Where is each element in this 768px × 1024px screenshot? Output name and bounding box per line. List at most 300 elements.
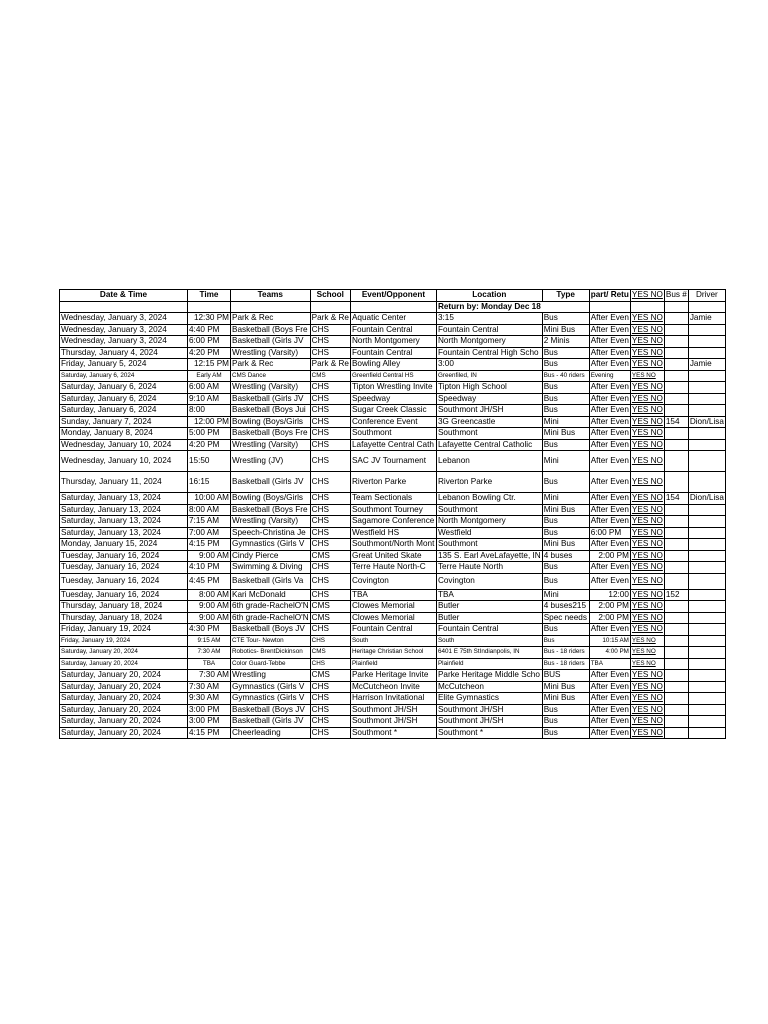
location-cell: Fountain Central High Scho [436,347,542,359]
location-cell: Southmont JH/SH [436,405,542,417]
team-cell: Basketball (Boys Fre [231,428,311,440]
time-cell: 4:15 PM [188,539,231,551]
bus-number-cell [664,428,688,440]
depart-return-cell: 6:00 PM [589,527,630,539]
team-cell: Park & Rec [231,313,311,325]
event-cell: Southmont JH/SH [350,716,436,728]
table-row [60,493,726,505]
school-cell: CMS [310,612,350,624]
date-cell: Friday, January 19, 2024 [60,635,188,647]
type-cell: 2 Minis [542,336,589,348]
table-row [60,527,726,539]
school-cell: CHS [310,658,350,670]
event-cell: Southmont [350,428,436,440]
team-cell: Kari McDonald [231,589,311,601]
yes-no-cell: YES NO [630,635,664,647]
bus-number-cell [664,573,688,589]
bus-number-cell [664,527,688,539]
time-cell: 3:00 PM [188,716,231,728]
team-cell: Cheerleading [231,727,311,739]
time-cell: 9:10 AM [188,393,231,405]
school-cell: CHS [310,539,350,551]
yes-no-cell: YES NO [631,382,663,392]
bus-number-cell [664,405,688,417]
bus-number-cell: 152 [664,589,688,601]
time-cell: 7:30 AM [188,647,231,659]
type-cell: Mini Bus [542,693,589,705]
depart-return-cell: After Even [590,716,629,726]
location-cell: Southmont [436,428,542,440]
depart-return-cell: After Even [590,324,629,334]
yes-no-cell: YES NO [631,347,663,357]
location-cell: Southmont JH/SH [436,716,542,728]
type-cell: Mini [542,416,589,428]
table-row [60,716,726,728]
location-cell: Fountain Central [436,624,542,636]
date-cell: Wednesday, January 10, 2024 [60,451,188,472]
school-cell: CHS [310,624,350,636]
event-cell: TBA [350,589,436,601]
yes-no-cell: YES NO [631,716,663,726]
type-cell: 4 buses215 [542,601,589,613]
header-location: Location [436,290,542,302]
type-cell: Bus [542,405,589,417]
location-cell: Fountain Central [436,324,542,336]
team-cell: Wrestling (Varsity) [231,439,311,451]
table-row [60,439,726,451]
driver-cell [688,382,725,394]
driver-cell [688,635,725,647]
yes-no-cell: YES NO [631,704,663,714]
yes-no-cell: YES NO [631,313,663,323]
depart-return-cell: After Even [590,428,629,438]
depart-return-cell: After Even [590,562,629,572]
event-cell: Greenfield Central HS [350,370,436,382]
table-row [60,704,726,716]
school-cell: CHS [310,589,350,601]
event-cell: Harrison Invitational [350,693,436,705]
school-cell: CHS [310,504,350,516]
table-row [60,670,726,682]
driver-cell: Dion/Lisa [689,493,724,503]
yes-no-cell: YES NO [631,727,663,737]
school-cell: CHS [310,704,350,716]
school-cell: CHS [310,681,350,693]
date-cell: Tuesday, January 16, 2024 [60,562,188,574]
school-cell: CMS [310,601,350,613]
time-cell: 4:15 PM [188,727,231,739]
header-type: Type [542,290,589,302]
type-cell: Bus [542,382,589,394]
team-cell: Gymnastics (Girls V [231,693,311,705]
event-cell: Sugar Creek Classic [350,405,436,417]
bus-number-cell [664,624,688,636]
depart-return-cell: After Even [589,573,630,589]
yes-no-cell: YES NO [631,516,663,526]
school-cell: CHS [310,472,350,493]
yes-no-cell: YES NO [631,359,663,369]
type-cell: Bus [542,347,589,359]
table-row [60,658,726,670]
location-cell: Butler [436,612,542,624]
yes-no-cell: YES NO [631,612,663,622]
event-cell: Fountain Central [350,324,436,336]
event-cell: South [350,635,436,647]
team-cell: Robotics- BrentDickinson [231,647,311,659]
header-time: Time [188,290,231,302]
driver-cell [688,573,725,589]
team-cell: Color Guard-Tebbe [231,658,311,670]
date-cell: Monday, January 8, 2024 [60,428,188,440]
time-cell: Early AM [188,370,231,382]
team-cell: Basketball (Girls JV [231,336,311,348]
table-row [60,635,726,647]
school-cell: CMS [310,647,350,659]
type-cell: Bus [542,635,589,647]
date-cell: Saturday, January 20, 2024 [60,727,188,739]
school-cell: CHS [310,493,350,505]
location-cell: Southmont JH/SH [436,704,542,716]
time-cell: 6:00 AM [188,382,231,394]
driver-cell: Jamie [688,313,725,325]
team-cell: Basketball (Girls JV [231,472,311,493]
depart-return-cell: 2:00 PM [589,550,630,562]
location-cell: Plainfield [436,658,542,670]
table-row [60,370,726,382]
bus-number-cell [664,658,688,670]
type-cell: Bus [542,562,589,574]
time-cell: 7:30 AM [188,670,231,682]
time-cell: 4:20 PM [188,347,231,359]
bus-number-cell [664,472,688,493]
date-cell: Saturday, January 20, 2024 [60,681,188,693]
depart-return-cell: After Even [590,504,629,514]
type-cell: Bus [542,527,589,539]
date-cell: Thursday, January 4, 2024 [60,347,188,359]
depart-return-cell: After Even [590,382,629,392]
driver-cell [688,324,725,336]
school-cell: CHS [310,516,350,528]
driver-cell [688,612,725,624]
yes-no-cell: YES NO [631,589,663,599]
time-cell: 4:10 PM [188,562,231,574]
location-cell: TBA [436,589,542,601]
table-row [60,693,726,705]
depart-return-cell: After Even [590,359,629,369]
date-cell: Thursday, January 18, 2024 [60,612,188,624]
bus-number-cell [664,670,688,682]
driver-cell [688,405,725,417]
type-cell: Bus [542,439,589,451]
depart-return-cell: After Even [590,693,629,703]
table-row [60,359,726,371]
event-cell: Bowling Alley [350,359,436,371]
location-cell: Elite Gymnastics [436,693,542,705]
driver-cell [688,693,725,705]
location-cell: Southmont [436,504,542,516]
event-cell: Westfield HS [350,527,436,539]
time-cell: 9:00 AM [188,601,231,613]
type-cell: BUS [542,670,589,682]
date-cell: Saturday, January 20, 2024 [60,716,188,728]
yes-no-cell: YES NO [631,670,663,680]
depart-return-cell: After Even [590,516,629,526]
team-cell: Wrestling (Varsity) [231,347,311,359]
team-cell: Gymnastics (Girls V [231,681,311,693]
depart-return-cell: After Even [590,681,629,691]
driver-cell [688,670,725,682]
type-cell: Bus [542,704,589,716]
yes-no-cell: YES NO [631,539,663,549]
date-cell: Saturday, January 20, 2024 [60,647,188,659]
date-cell: Tuesday, January 16, 2024 [60,573,188,589]
event-cell: Team Sectionals [350,493,436,505]
team-cell: Basketball (Boys JV [231,624,311,636]
team-cell: 6th grade-RachelO'N [232,601,309,611]
time-cell: 4:30 PM [188,624,231,636]
bus-number-cell [664,635,688,647]
driver-cell [688,539,725,551]
type-cell: 4 buses [542,550,589,562]
date-cell: Saturday, January 6, 2024 [60,370,188,382]
depart-return-cell: 2:00 PM [589,612,630,624]
school-cell: Park & Re [311,313,349,323]
school-cell: CHS [310,347,350,359]
location-cell: North Montgomery [436,336,542,348]
event-cell: Speedway [350,393,436,405]
team-cell: Basketball (Boys Jui [231,405,311,417]
yes-no-cell: YES NO [630,472,664,493]
table-row [60,539,726,551]
driver-cell [688,681,725,693]
school-cell: CHS [310,527,350,539]
bus-number-cell [664,439,688,451]
type-cell: Mini Bus [542,428,589,440]
type-cell: Mini [542,589,589,601]
date-cell: Saturday, January 6, 2024 [60,405,188,417]
yes-no-cell: YES NO [631,624,663,634]
bus-number-cell [664,693,688,705]
time-cell: 8:00 [188,405,231,417]
type-cell: Bus - 40 riders [542,370,589,382]
table-row [60,624,726,636]
driver-cell [688,428,725,440]
bus-number-cell [664,601,688,613]
driver-cell [688,439,725,451]
location-cell: Lafayette Central Catholic [436,439,542,451]
driver-cell [688,451,725,472]
team-cell: Basketball (Boys Fre [231,504,311,516]
team-cell: Bowling (Boys/Girls [231,416,311,428]
yes-no-cell: YES NO [630,451,664,472]
table-row [60,601,726,613]
event-cell: Sagamore Conference [350,516,436,528]
depart-return-cell: 4:00 PM [589,647,630,659]
yes-no-cell: YES NO [631,324,663,334]
table-row [60,393,726,405]
bus-number-cell [664,539,688,551]
depart-return-cell: 12:00 [589,589,630,601]
location-cell: McCutcheon [436,681,542,693]
event-cell: Great United Skate [350,550,436,562]
team-cell: Wrestling (Varsity) [231,516,311,528]
bus-number-cell [664,516,688,528]
table-row [60,647,726,659]
depart-return-cell: After Even [590,493,629,503]
type-cell: Mini Bus [542,504,589,516]
school-cell: CHS [310,416,350,428]
school-cell: CHS [310,573,350,589]
event-cell: Clowes Memorial [350,601,436,613]
time-cell: 7:30 AM [188,681,231,693]
depart-return-cell: After Even [589,472,630,493]
driver-cell [688,716,725,728]
team-cell: Swimming & Diving [231,562,311,574]
school-cell: CHS [310,635,350,647]
school-cell: CHS [310,727,350,739]
event-cell: Clowes Memorial [350,612,436,624]
bus-number-cell [664,370,688,382]
driver-cell [688,516,725,528]
team-cell: Basketball (Girls Va [231,573,311,589]
school-cell: CHS [310,562,350,574]
time-cell: 12:00 PM [188,416,231,428]
bus-number-cell [664,324,688,336]
date-cell: Saturday, January 13, 2024 [60,504,188,516]
bus-number-cell [664,393,688,405]
bus-number-cell [664,313,688,325]
school-cell: CHS [310,716,350,728]
driver-cell [688,647,725,659]
time-cell: 9:00 AM [188,550,231,562]
location-cell: Speedway [436,393,542,405]
time-cell: 8:00 AM [188,504,231,516]
type-cell: Bus [542,393,589,405]
yes-no-cell: YES NO [631,405,663,415]
date-cell: Thursday, January 18, 2024 [60,601,188,613]
yes-no-cell: YES NO [631,336,663,346]
header-row [60,290,726,302]
driver-cell [688,727,725,739]
event-cell: Lafayette Central Cath [350,439,436,451]
event-cell: Plainfield [350,658,436,670]
yes-no-cell: YES NO [631,562,663,572]
depart-return-cell: After Even [589,451,630,472]
table-row [60,336,726,348]
return-by-row [60,301,726,313]
location-cell: Riverton Parke [436,472,542,493]
bus-number-cell [664,336,688,348]
type-cell: Bus [542,359,589,371]
event-cell: Heritage Christian School [350,647,436,659]
bus-number-cell [664,550,688,562]
location-cell: Lebanon Bowling Ctr. [436,493,542,505]
team-cell: Wrestling (Varsity) [231,382,311,394]
driver-cell [688,527,725,539]
location-cell: South [436,635,542,647]
location-cell: Westfield [436,527,542,539]
yes-no-cell: YES NO [631,416,663,426]
date-cell: Tuesday, January 16, 2024 [60,550,188,562]
location-cell: Covington [436,573,542,589]
school-cell: CHS [310,428,350,440]
yes-no-cell: YES NO [631,693,663,703]
table-row [60,428,726,440]
header-teams: Teams [231,290,311,302]
location-cell: Tipton High School [436,382,542,394]
table-row [60,550,726,562]
date-cell: Friday, January 19, 2024 [60,624,188,636]
table-row [60,324,726,336]
bus-number-cell [664,382,688,394]
type-cell: Bus [542,624,589,636]
depart-return-cell: After Even [590,624,629,634]
driver-cell: Dion/Lisa [689,416,724,426]
driver-cell [688,393,725,405]
team-cell: Basketball (Girls JV [231,393,311,405]
school-cell: CHS [310,324,350,336]
schedule-table [59,289,726,739]
depart-return-cell: 10:15 AM [589,635,630,647]
school-cell: CHS [310,336,350,348]
type-cell: Bus [542,573,589,589]
time-cell: 12:15 PM [188,359,231,371]
event-cell: McCutcheon Invite [350,681,436,693]
header-event: Event/Opponent [350,290,436,302]
location-cell: North Montgomery [436,516,542,528]
table-row [60,727,726,739]
table-row [60,416,726,428]
event-cell: Aquatic Center [350,313,436,325]
date-cell: Saturday, January 13, 2024 [60,493,188,505]
yes-no-cell: YES NO [631,601,663,611]
depart-return-cell: After Even [590,439,629,449]
bus-number-cell [664,504,688,516]
location-cell: Lebanon [436,451,542,472]
table-row [60,313,726,325]
driver-cell [688,504,725,516]
date-cell: Wednesday, January 3, 2024 [60,336,188,348]
school-cell: CHS [310,693,350,705]
team-cell: Wrestling (JV) [231,451,311,472]
time-cell: 8:00 AM [188,589,231,601]
bus-number-cell [664,562,688,574]
table-row [60,516,726,528]
team-cell: Basketball (Girls JV [231,716,311,728]
yes-no-cell: YES NO [630,370,664,382]
team-cell: Speech-Christina Je [231,527,311,539]
header-yes-no: YES NO [631,290,663,300]
table-row [60,562,726,574]
yes-no-cell: YES NO [631,428,663,438]
depart-return-cell: After Even [590,336,629,346]
location-cell: 6401 E 75th StIndianpolis, IN [436,647,542,659]
date-cell: Saturday, January 20, 2024 [60,670,188,682]
table-row [60,451,726,472]
school-cell: CHS [310,451,350,472]
date-cell: Saturday, January 6, 2024 [60,382,188,394]
yes-no-cell: YES NO [631,527,663,537]
type-cell: Mini [542,493,589,505]
location-cell: Greenfiled, IN [436,370,542,382]
driver-cell [688,562,725,574]
type-cell: Bus [542,516,589,528]
location-cell: 135 S. Earl AveLafayette, IN [437,550,541,560]
school-cell: CHS [310,393,350,405]
time-cell: 15:50 [188,451,231,472]
table-row [60,589,726,601]
date-cell: Saturday, January 20, 2024 [60,704,188,716]
